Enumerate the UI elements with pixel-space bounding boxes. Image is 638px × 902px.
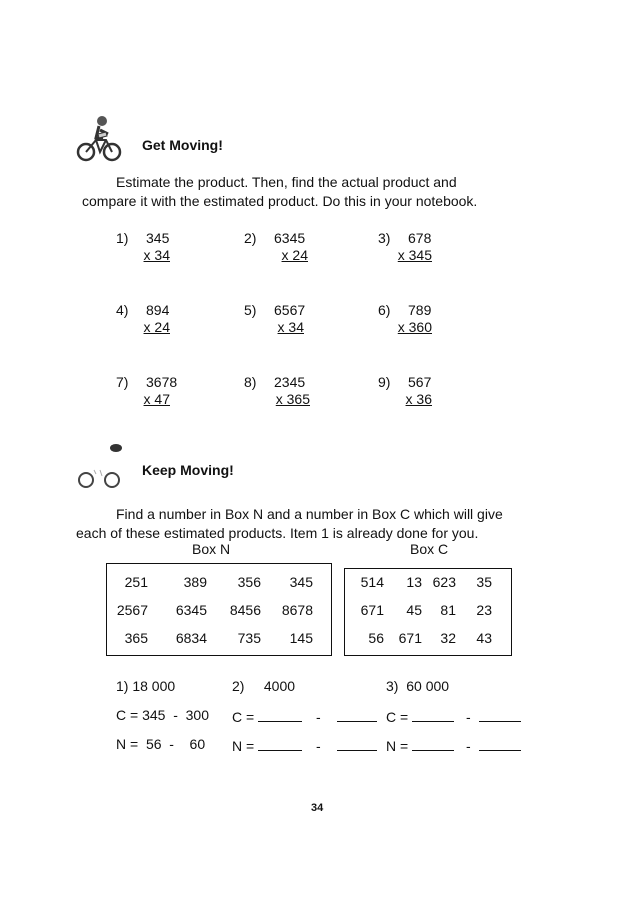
item-2-c-row — [232, 707, 377, 725]
instructions-1 — [82, 173, 562, 211]
instructions-1-line1: Estimate the product. Then, find the actual product and — [116, 174, 457, 190]
box-c-cell: 56 — [368, 630, 384, 646]
dash: - — [315, 709, 321, 725]
item-3-c-row — [386, 707, 521, 725]
c-prefix: C = — [386, 709, 409, 725]
answer-blank[interactable] — [412, 707, 454, 722]
problem-number: 3) — [378, 230, 391, 246]
multiplicand: 894 — [146, 302, 170, 318]
multiplier: x 345 — [397, 247, 432, 263]
answer-blank[interactable] — [337, 736, 377, 751]
instructions-1-line2: compare it with the estimated product. Do this in your notebook. — [82, 193, 478, 209]
answer-blank[interactable] — [479, 707, 521, 722]
box-c-cell: 35 — [476, 574, 492, 590]
box-n-cell: 735 — [237, 630, 261, 646]
answer-blank[interactable] — [258, 736, 302, 751]
box-n-row — [108, 624, 313, 652]
problem-number: 9) — [378, 374, 391, 390]
problem-1 — [116, 230, 170, 264]
box-n-cell: 389 — [183, 574, 207, 590]
box-c-cell: 13 — [406, 574, 422, 590]
box-n-cell: 145 — [289, 630, 313, 646]
box-c-grid — [350, 568, 492, 652]
box-n-row — [108, 596, 313, 624]
box-n-cell: 345 — [289, 574, 313, 590]
instructions-2-line2: each of these estimated products. Item 1 is already done for you. — [76, 525, 479, 541]
box-c-cell: 43 — [476, 630, 492, 646]
problem-7 — [116, 374, 177, 408]
box-c-cell: 514 — [360, 574, 384, 590]
box-c-row — [350, 596, 492, 624]
multiplicand: 2345 — [274, 374, 306, 390]
box-n-cell: 356 — [237, 574, 261, 590]
multiplicand: 6567 — [274, 302, 306, 318]
box-c-label: Box C — [410, 541, 449, 557]
answer-blank[interactable] — [258, 707, 302, 722]
n-prefix: N = — [232, 738, 255, 754]
multiplicand: 345 — [146, 230, 170, 246]
dash: - — [465, 738, 471, 754]
answer-blank[interactable] — [412, 736, 454, 751]
problem-number: 1) — [116, 230, 129, 246]
box-c-cell: 32 — [440, 630, 456, 646]
answer-blank[interactable] — [337, 707, 377, 722]
box-n-cell: 6345 — [175, 602, 207, 618]
box-c-cell: 45 — [406, 602, 422, 618]
box-c-cell: 623 — [432, 574, 456, 590]
box-c-cell: 81 — [440, 602, 456, 618]
item-3-n-row — [386, 736, 521, 754]
item-2-label: 2) 4000 — [232, 678, 296, 694]
box-n-cell: 8678 — [281, 602, 313, 618]
problem-number: 5) — [244, 302, 257, 318]
section-title-get-moving: Get Moving! — [142, 137, 223, 153]
problem-8 — [244, 374, 310, 408]
problem-2 — [244, 230, 308, 264]
item-1-c-answer: C = 345 - 300 — [116, 707, 210, 723]
box-n-row — [108, 568, 313, 596]
problem-3 — [378, 230, 432, 264]
problem-6 — [378, 302, 432, 336]
multiplier: x 47 — [143, 391, 170, 407]
multiplicand: 789 — [408, 302, 432, 318]
problem-number: 2) — [244, 230, 257, 246]
item-1-n-answer: N = 56 - 60 — [116, 736, 206, 752]
problem-number: 7) — [116, 374, 129, 390]
dash: - — [465, 709, 471, 725]
box-n-cell: 2567 — [116, 602, 148, 618]
page-number: 34 — [311, 802, 324, 814]
item-1-label: 1) 18 000 — [116, 678, 176, 694]
n-prefix: N = — [386, 738, 409, 754]
problem-number: 6) — [378, 302, 391, 318]
multiplier: x 24 — [281, 247, 308, 263]
box-c-row — [350, 624, 492, 652]
multiplicand: 6345 — [274, 230, 306, 246]
multiplicand: 3678 — [146, 374, 178, 390]
multiplier: x 34 — [143, 247, 170, 263]
instructions-2 — [76, 505, 566, 543]
problem-5 — [244, 302, 305, 336]
multiplier: x 24 — [143, 319, 170, 335]
box-c-cell: 671 — [398, 630, 422, 646]
instructions-2-line1: Find a number in Box N and a number in Box C which will give — [116, 506, 503, 522]
box-c-row — [350, 568, 492, 596]
box-c-cell: 23 — [476, 602, 492, 618]
section-title-keep-moving: Keep Moving! — [142, 462, 234, 478]
box-n-cell: 6834 — [175, 630, 207, 646]
problem-number: 8) — [244, 374, 257, 390]
problem-number: 4) — [116, 302, 129, 318]
multiplier: x 360 — [397, 319, 432, 335]
c-prefix: C = — [232, 709, 255, 725]
problem-4 — [116, 302, 170, 336]
box-c-cell: 671 — [360, 602, 384, 618]
dash: - — [315, 738, 321, 754]
multiplier: x 365 — [275, 391, 310, 407]
item-3-label: 3) 60 000 — [386, 678, 450, 694]
multiplicand: 567 — [408, 374, 432, 390]
box-n-label: Box N — [192, 541, 231, 557]
boy-on-bicycle-icon — [76, 112, 122, 164]
answer-blank[interactable] — [479, 736, 521, 751]
multiplicand: 678 — [408, 230, 432, 246]
box-n-cell: 251 — [124, 574, 148, 590]
item-2-n-row — [232, 736, 377, 754]
bicycle-icon — [72, 440, 132, 490]
box-n-cell: 8456 — [229, 602, 261, 618]
multiplier: x 34 — [277, 319, 304, 335]
multiplier: x 36 — [405, 391, 432, 407]
problem-9 — [378, 374, 432, 408]
box-n-cell: 365 — [124, 630, 148, 646]
box-n-grid — [108, 568, 313, 652]
